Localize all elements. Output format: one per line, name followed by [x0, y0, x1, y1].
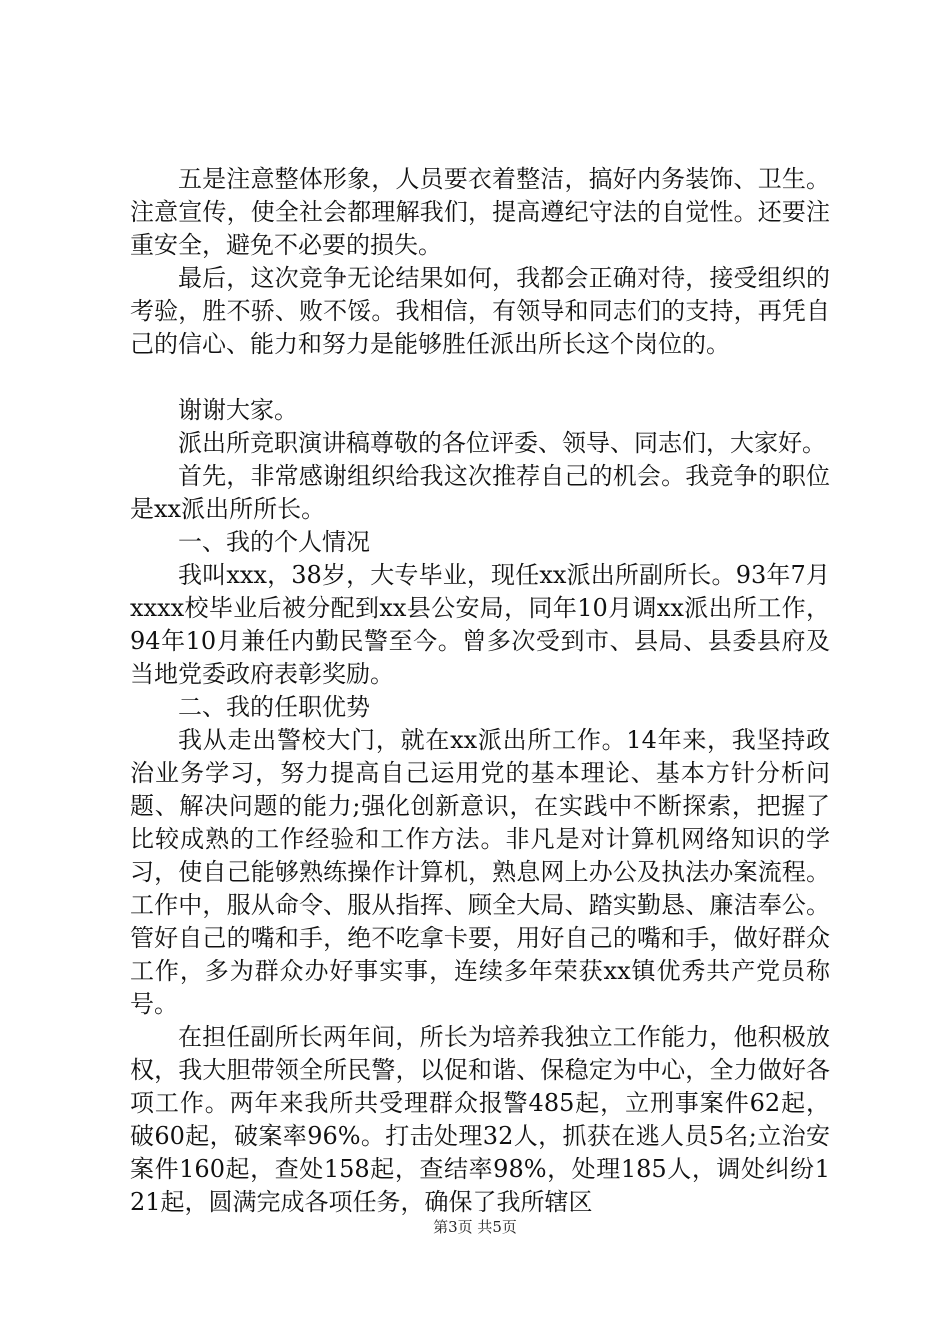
section-heading: 一、我的个人情况 [178, 528, 370, 556]
paragraph: 在担任副所长两年间，所长为培养我独立工作能力，他积极放权，我大胆带领全所民警，以促和谐、保稳定为中心，全力做好各项工作。两年来我所共受理群众报警485起，立刑事案件62起，破60起，破案率96%。打击处理32人，抓获在逃人员5名;立治安案件160起，查处158起，查结率98%，处理185人，调处纠纷121起，圆满完成各项任务，确保了我所辖区 [130, 1023, 830, 1216]
paragraph: 我从走出警校大门，就在xx派出所工作。14年来，我坚持政治业务学习，努力提高自己运用党的基本理论、基本方针分析问题、解决问题的能力;强化创新意识，在实践中不断探索，把握了比较成熟的工作经验和工作方法。非凡是对计算机网络知识的学习，使自己能够熟练操作计算机，熟息网上办公及执法办案流程。工作中，服从命令、服从指挥、顾全大局、踏实勤恳、廉洁奉公。管好自己的嘴和手，绝不吃拿卡要，用好自己的嘴和手，做好群众工作，多为群众办好事实事，连续多年荣获xx镇优秀共产党员称号。 [130, 726, 830, 1018]
page-number-footer: 第3页 共5页 [433, 1218, 517, 1236]
paragraph: 首先，非常感谢组织给我这次推荐自己的机会。我竞争的职位是xx派出所所长。 [130, 462, 830, 523]
paragraph: 派出所竞职演讲稿尊敬的各位评委、领导、同志们，大家好。 [178, 429, 826, 457]
paragraph: 我叫xxx，38岁，大专毕业，现任xx派出所副所长。93年7月xxxx校毕业后被分配到xx县公安局，同年10月调xx派出所工作，94年10月兼任内勤民警至今。曾多次受到市、县局、县委县府及当地党委政府表彰奖励。 [130, 561, 830, 688]
paragraph: 最后，这次竞争无论结果如何，我都会正确对待，接受组织的考验，胜不骄、败不馁。我相信，有领导和同志们的支持，再凭自己的信心、能力和努力是能够胜任派出所长这个岗位的。 [130, 264, 830, 358]
paragraph-spacer [130, 361, 830, 394]
section-heading: 二、我的任职优势 [178, 693, 370, 721]
document-body [130, 163, 830, 1219]
paragraph: 五是注意整体形象，人员要衣着整洁，搞好内务装饰、卫生。注意宣传，使全社会都理解我们，提高遵纪守法的自觉性。还要注重安全，避免不必要的损失。 [130, 165, 830, 259]
paragraph: 谢谢大家。 [178, 396, 298, 424]
